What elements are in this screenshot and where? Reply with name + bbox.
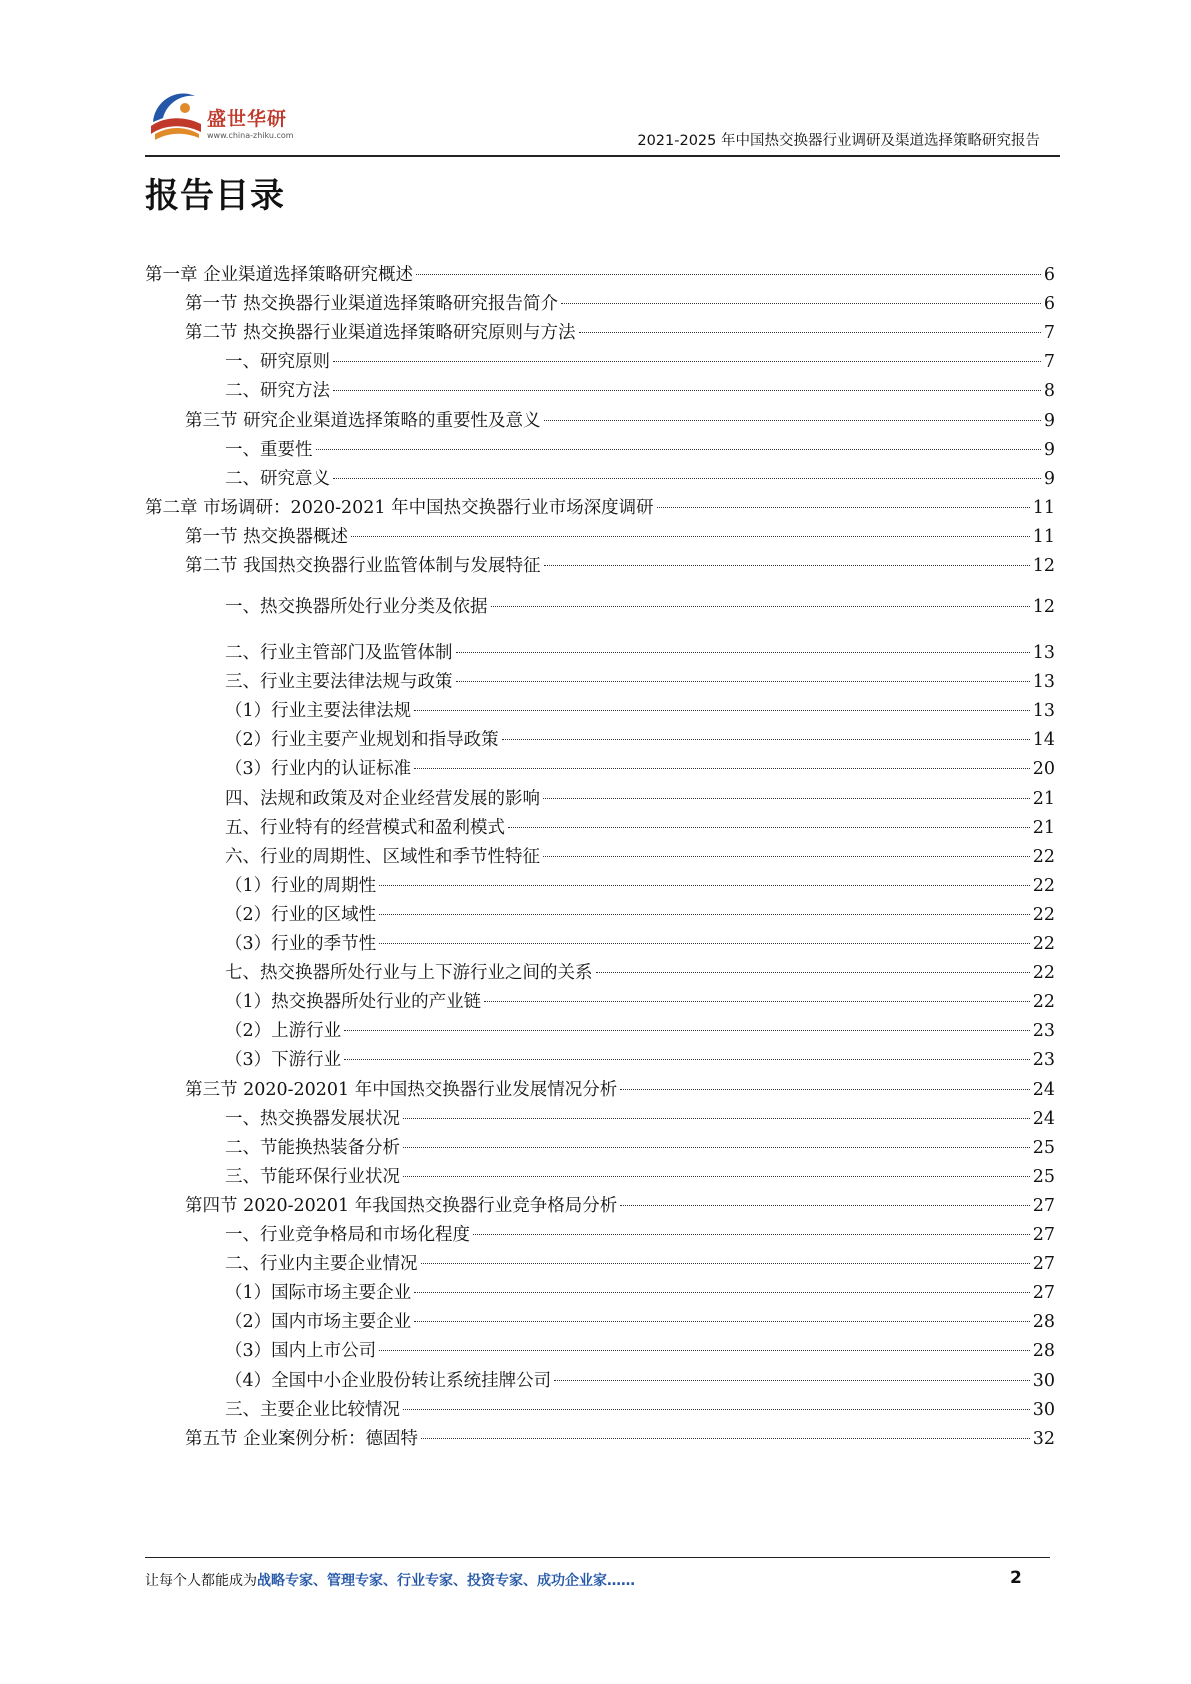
toc-entry-title: 四、法规和政策及对企业经营发展的影响 bbox=[225, 788, 540, 809]
toc-entry-title: 三、主要企业比较情况 bbox=[225, 1399, 400, 1420]
toc-entry[interactable] bbox=[145, 1106, 1055, 1132]
toc-entry[interactable] bbox=[145, 1280, 1055, 1306]
toc-entry-title: （4）全国中小企业股份转让系统挂牌公司 bbox=[225, 1370, 552, 1391]
toc-dot-leader bbox=[333, 390, 1041, 391]
header-divider bbox=[145, 155, 1060, 157]
toc-dot-leader bbox=[333, 478, 1041, 479]
toc-entry-title: 二、行业内主要企业情况 bbox=[225, 1254, 418, 1275]
toc-entry-title: 一、热交换器发展状况 bbox=[225, 1108, 400, 1129]
toc-entry-page: 30 bbox=[1032, 1399, 1055, 1420]
toc-entry-title: 三、节能环保行业状况 bbox=[225, 1166, 400, 1187]
toc-entry-title: 一、热交换器所处行业分类及依据 bbox=[225, 597, 488, 617]
toc-entry-title: 第二章 市场调研：2020-2021 年中国热交换器行业市场深度调研 bbox=[145, 497, 654, 518]
toc-entry-page: 14 bbox=[1032, 730, 1055, 751]
toc-entry-page: 8 bbox=[1043, 381, 1055, 402]
toc-entry[interactable] bbox=[145, 378, 1055, 404]
toc-entry-title: 一、行业竞争格局和市场化程度 bbox=[225, 1225, 470, 1245]
toc-dot-leader bbox=[596, 972, 1030, 973]
toc-dot-leader bbox=[351, 536, 1030, 537]
toc-dot-leader bbox=[414, 710, 1030, 711]
toc-dot-leader bbox=[491, 606, 1030, 607]
toc-entry-page: 22 bbox=[1032, 992, 1055, 1013]
toc-dot-leader bbox=[543, 856, 1030, 857]
toc-entry[interactable] bbox=[145, 1222, 1055, 1248]
toc-dot-leader bbox=[620, 1089, 1029, 1090]
toc-dot-leader bbox=[620, 1205, 1029, 1206]
toc-dot-leader bbox=[502, 739, 1030, 740]
toc-entry[interactable] bbox=[145, 349, 1055, 375]
toc-entry-title: 第四节 2020-20201 年我国热交换器行业竞争格局分析 bbox=[185, 1195, 618, 1216]
toc-dot-leader bbox=[414, 768, 1030, 769]
toc-entry[interactable] bbox=[145, 1397, 1055, 1423]
toc-dot-leader bbox=[333, 361, 1041, 362]
toc-entry[interactable] bbox=[145, 786, 1055, 812]
toc-entry-page: 24 bbox=[1032, 1079, 1055, 1100]
toc-entry[interactable] bbox=[145, 1368, 1055, 1394]
toc-dot-leader bbox=[657, 507, 1030, 508]
toc-entry[interactable] bbox=[145, 640, 1055, 666]
toc-entry-title: （3）国内上市公司 bbox=[225, 1341, 377, 1362]
toc-entry-page: 21 bbox=[1032, 788, 1055, 809]
toc-entry[interactable] bbox=[145, 495, 1055, 521]
toc-entry[interactable] bbox=[145, 669, 1055, 695]
toc-entry-page: 9 bbox=[1043, 439, 1055, 460]
toc-entry-page: 23 bbox=[1032, 1050, 1055, 1071]
toc-entry-title: 第一节 热交换器行业渠道选择策略研究报告简介 bbox=[185, 294, 559, 315]
footer-slogan-emphasis: 战略专家、管理专家、行业专家、投资专家、成功企业家…… bbox=[257, 1573, 635, 1589]
toc-dot-leader bbox=[508, 827, 1030, 828]
toc-entry[interactable] bbox=[145, 594, 1055, 620]
toc-entry-title: 第一章 企业渠道选择策略研究概述 bbox=[145, 265, 414, 285]
toc-entry-title: （3）下游行业 bbox=[225, 1050, 342, 1071]
footer-divider bbox=[145, 1557, 1050, 1558]
toc-entry[interactable] bbox=[145, 408, 1055, 434]
toc-entry-title: （2）行业的区域性 bbox=[225, 904, 377, 925]
toc-dot-leader bbox=[379, 943, 1030, 944]
toc-dot-leader bbox=[414, 1321, 1030, 1322]
toc-entry-page: 6 bbox=[1043, 294, 1055, 315]
toc-entry[interactable] bbox=[145, 437, 1055, 463]
toc-entry[interactable] bbox=[145, 1426, 1055, 1452]
toc-dot-leader bbox=[484, 1001, 1030, 1002]
toc-entry-page: 13 bbox=[1032, 701, 1055, 722]
toc-entry[interactable] bbox=[145, 1135, 1055, 1161]
toc-dot-leader bbox=[403, 1409, 1030, 1410]
toc-dot-leader bbox=[379, 1350, 1030, 1351]
toc-entry-page: 25 bbox=[1032, 1166, 1055, 1187]
toc-entry-page: 28 bbox=[1032, 1341, 1055, 1362]
toc-entry-page: 20 bbox=[1032, 759, 1055, 780]
toc-entry-page: 30 bbox=[1032, 1370, 1055, 1391]
toc-entry-page: 13 bbox=[1032, 643, 1055, 663]
toc-entry[interactable] bbox=[145, 815, 1055, 841]
toc-entry[interactable] bbox=[145, 1338, 1055, 1364]
toc-entry[interactable] bbox=[145, 844, 1055, 870]
toc-dot-leader bbox=[344, 1030, 1030, 1031]
page-number: 2 bbox=[1010, 1568, 1022, 1588]
toc-entry-page: 11 bbox=[1032, 497, 1055, 518]
toc-entry[interactable] bbox=[145, 1164, 1055, 1190]
toc-dot-leader bbox=[544, 420, 1041, 421]
brand-url: www.china-zhiku.com bbox=[207, 131, 294, 140]
toc-entry-page: 7 bbox=[1043, 352, 1055, 373]
toc-entry-page: 27 bbox=[1032, 1195, 1055, 1216]
toc-entry[interactable] bbox=[145, 960, 1055, 986]
toc-entry-title: 第三节 2020-20201 年中国热交换器行业发展情况分析 bbox=[185, 1079, 618, 1100]
toc-entry-title: （3）行业内的认证标准 bbox=[225, 759, 412, 780]
toc-dot-leader bbox=[579, 332, 1041, 333]
toc-dot-leader bbox=[403, 1118, 1030, 1119]
toc-entry-title: 第一节 热交换器概述 bbox=[185, 526, 349, 547]
company-logo bbox=[145, 82, 325, 152]
toc-entry-title: 一、研究原则 bbox=[225, 352, 330, 373]
toc-entry[interactable] bbox=[145, 902, 1055, 928]
toc-dot-leader bbox=[416, 274, 1041, 275]
toc-entry-title: 七、热交换器所处行业与上下游行业之间的关系 bbox=[225, 963, 593, 984]
toc-entry-page: 28 bbox=[1032, 1312, 1055, 1333]
toc-entry-title: （1）热交换器所处行业的产业链 bbox=[225, 992, 482, 1013]
toc-dot-leader bbox=[473, 1234, 1030, 1235]
toc-entry[interactable] bbox=[145, 756, 1055, 782]
toc-entry[interactable] bbox=[145, 727, 1055, 753]
toc-dot-leader bbox=[456, 652, 1030, 653]
toc-entry-title: 五、行业特有的经营模式和盈利模式 bbox=[225, 817, 505, 838]
toc-entry-page: 27 bbox=[1032, 1283, 1055, 1304]
toc-entry-title: 一、重要性 bbox=[225, 439, 313, 460]
page-title: 报告目录 bbox=[145, 176, 285, 216]
toc-entry[interactable] bbox=[145, 553, 1055, 579]
toc-entry-page: 27 bbox=[1032, 1254, 1055, 1275]
toc-entry[interactable] bbox=[145, 1251, 1055, 1277]
toc-entry-page: 24 bbox=[1032, 1108, 1055, 1129]
toc-entry-page: 11 bbox=[1032, 526, 1055, 547]
toc-entry[interactable] bbox=[145, 1309, 1055, 1335]
toc-entry[interactable] bbox=[145, 524, 1055, 550]
toc-dot-leader bbox=[421, 1263, 1030, 1264]
toc-entry[interactable] bbox=[145, 698, 1055, 724]
toc-entry-title: 六、行业的周期性、区域性和季节性特征 bbox=[225, 846, 540, 867]
toc-entry-page: 25 bbox=[1032, 1137, 1055, 1158]
toc-entry-page: 13 bbox=[1032, 672, 1055, 693]
toc-entry[interactable] bbox=[145, 320, 1055, 346]
toc-entry-title: 三、行业主要法律法规与政策 bbox=[225, 672, 453, 693]
toc-dot-leader bbox=[544, 565, 1030, 566]
toc-dot-leader bbox=[543, 798, 1030, 799]
toc-entry-title: 第二节 我国热交换器行业监管体制与发展特征 bbox=[185, 556, 541, 576]
toc-entry-page: 22 bbox=[1032, 963, 1055, 984]
toc-dot-leader bbox=[316, 449, 1041, 450]
toc-entry-title: 二、研究方法 bbox=[225, 381, 330, 402]
toc-entry[interactable] bbox=[145, 989, 1055, 1015]
toc-entry[interactable] bbox=[145, 466, 1055, 492]
toc-entry[interactable] bbox=[145, 931, 1055, 957]
toc-entry-page: 22 bbox=[1032, 875, 1055, 896]
toc-entry-page: 12 bbox=[1032, 556, 1055, 576]
toc-entry-title: 二、节能换热装备分析 bbox=[225, 1137, 400, 1158]
toc-entry-page: 7 bbox=[1043, 323, 1055, 344]
toc-dot-leader bbox=[561, 303, 1041, 304]
page-header bbox=[145, 82, 1060, 156]
toc-entry-title: （1）国际市场主要企业 bbox=[225, 1283, 412, 1304]
toc-entry-title: （1）行业主要法律法规 bbox=[225, 701, 412, 722]
report-title: 2021-2025 年中国热交换器行业调研及渠道选择策略研究报告 bbox=[637, 133, 1040, 149]
toc-dot-leader bbox=[414, 1292, 1030, 1293]
toc-entry-title: 第二节 热交换器行业渠道选择策略研究原则与方法 bbox=[185, 323, 576, 344]
toc-dot-leader bbox=[379, 914, 1030, 915]
toc-entry-title: （2）上游行业 bbox=[225, 1021, 342, 1042]
footer-slogan-prefix: 让每个人都能成为 bbox=[145, 1573, 257, 1589]
toc-dot-leader bbox=[554, 1380, 1030, 1381]
toc-dot-leader bbox=[421, 1438, 1030, 1439]
toc-entry-title: 二、研究意义 bbox=[225, 468, 330, 489]
toc-dot-leader bbox=[344, 1059, 1030, 1060]
toc-entry[interactable] bbox=[145, 1077, 1055, 1103]
toc-entry-title: （2）行业主要产业规划和指导政策 bbox=[225, 730, 499, 751]
toc-entry-page: 6 bbox=[1043, 265, 1055, 285]
toc-entry[interactable] bbox=[145, 262, 1055, 288]
toc-entry[interactable] bbox=[145, 1018, 1055, 1044]
toc-dot-leader bbox=[403, 1176, 1030, 1177]
toc-entry-title: （1）行业的周期性 bbox=[225, 875, 377, 896]
toc-dot-leader bbox=[403, 1147, 1030, 1148]
toc-entry-page: 23 bbox=[1032, 1021, 1055, 1042]
toc-entry-page: 12 bbox=[1032, 597, 1055, 617]
toc-entry-title: 二、行业主管部门及监管体制 bbox=[225, 643, 453, 663]
toc-entry-title: 第三节 研究企业渠道选择策略的重要性及意义 bbox=[185, 410, 541, 431]
toc-entry-page: 22 bbox=[1032, 934, 1055, 954]
toc-entry[interactable] bbox=[145, 1047, 1055, 1073]
toc-entry-title: （3）行业的季节性 bbox=[225, 934, 377, 954]
brand-name: 盛世华研 bbox=[207, 108, 288, 130]
toc-entry-page: 22 bbox=[1032, 904, 1055, 925]
toc-entry-page: 22 bbox=[1032, 846, 1055, 867]
toc-entry[interactable] bbox=[145, 1193, 1055, 1219]
footer-slogan bbox=[145, 1570, 635, 1590]
toc-dot-leader bbox=[456, 681, 1030, 682]
toc-entry-page: 9 bbox=[1043, 468, 1055, 489]
toc-entry-page: 9 bbox=[1043, 410, 1055, 431]
logo-mark-icon bbox=[145, 82, 207, 144]
toc-entry-title: 第五节 企业案例分析：德固特 bbox=[185, 1428, 419, 1449]
toc-entry[interactable] bbox=[145, 873, 1055, 899]
toc-entry-title: （2）国内市场主要企业 bbox=[225, 1312, 412, 1333]
toc-entry-page: 32 bbox=[1032, 1428, 1055, 1449]
toc-entry-page: 21 bbox=[1032, 817, 1055, 838]
toc-entry-page: 27 bbox=[1032, 1225, 1055, 1245]
toc-dot-leader bbox=[379, 885, 1030, 886]
toc-entry[interactable] bbox=[145, 291, 1055, 317]
